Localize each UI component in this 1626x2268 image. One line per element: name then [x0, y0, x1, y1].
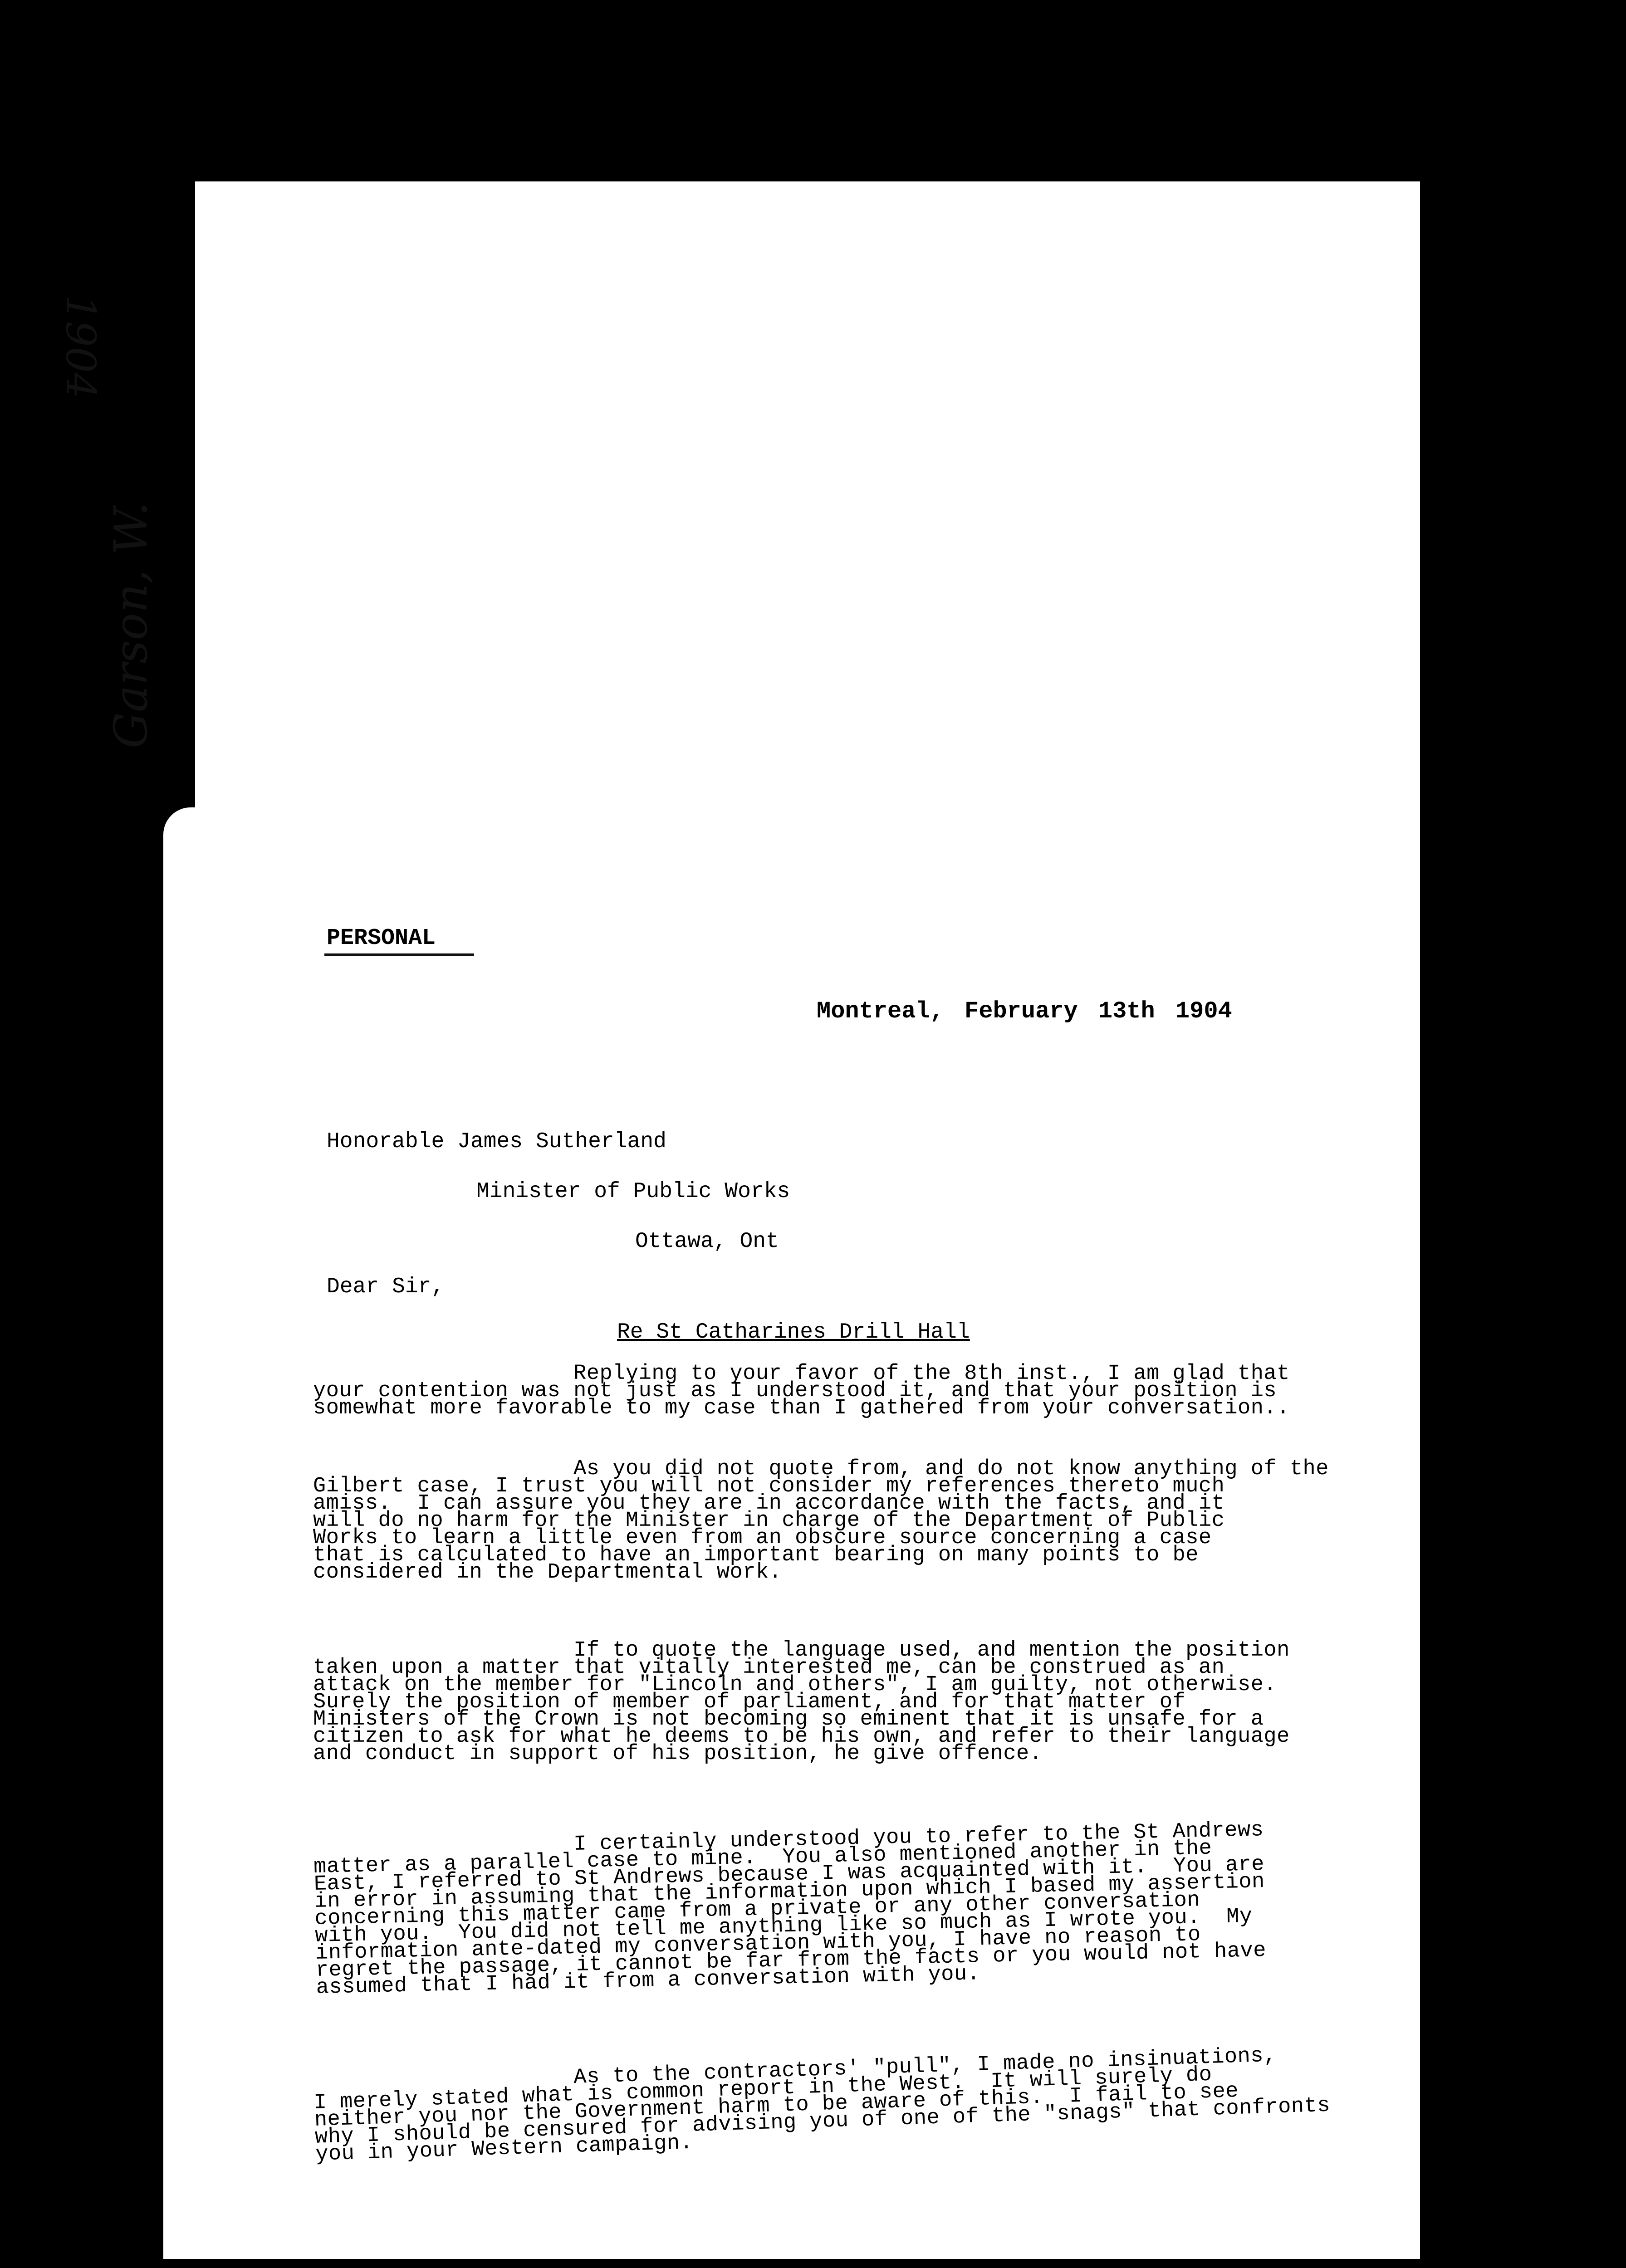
letter-paragraph: As to the contractors' "pull", I made no insinuations, I merely stated what is common report in the West. It will surely do neither you nor the Government harm to be aware of this. I fail to see why I should be censured for advising you of one of the "snags" that confronts you in your Western campaign. — [313, 2043, 1331, 2167]
dateline: Montreal, February 13th 1904 — [817, 998, 1232, 1025]
address-line: Honorable James Sutherland — [327, 1129, 666, 1154]
subject-line: Re St Catharines Drill Hall — [617, 1320, 970, 1344]
personal-underline — [324, 953, 474, 956]
margin-year-note: 1904 — [57, 295, 104, 399]
letter-paragraph: I certainly understood you to refer to the St Andrews matter as a parallel case to mine. You also mentioned another in the East, I referred to St Andrews because I was acquainted with it. You are in error in assuming that the information upon which I based my assertion concerning this matter came from a private or any other conversation with you. You did not tell me anything like so much as I wrote you. My information ante-dated my conversation with you, I have no reason to regret the passage, it cannot be far from the facts or you would not have assumed that I had it from a conversation with you. — [313, 1818, 1267, 2000]
personal-marker: PERSONAL — [327, 925, 436, 951]
margin-name-note: Garson, W. — [104, 502, 157, 748]
letter-paragraph: As you did not quote from, and do not know anything of the Gilbert case, I trust you will not consider my references thereto much amiss. I can assure you they are in accordance with the facts, and it will do no harm for the Minister in charge of the Department of Public Works to learn a little even from an obscure source concerning a case that is calculated to have an important bearing on many points to be considered in the Departmental work. — [313, 1457, 1329, 1584]
letter-paragraph: If to quote the language used, and mention the position taken upon a matter that vitally interested me, can be construed as an attack on the member for "Lincoln and others", I am guilty, not otherwise. Surely the position of member of parliament, and for that matter of Ministers of the Crown is not becoming so eminent that it is unsafe for a citizen to ask for what he deems to be his own, and refer to their language and conduct in support of his position, he give offence. — [313, 1638, 1290, 1766]
salutation: Dear Sir, — [327, 1275, 445, 1299]
folder-tab — [163, 807, 227, 2259]
letter-paragraph: Replying to your favor of the 8th inst., I am glad that your contention was not just as I understood it, and that your position is somewhat more favorable to my case than I gathered from your conversation.. — [313, 1362, 1290, 1420]
address-line: Minister of Public Works — [476, 1179, 790, 1204]
address-line: Ottawa, Ont — [635, 1229, 779, 1254]
